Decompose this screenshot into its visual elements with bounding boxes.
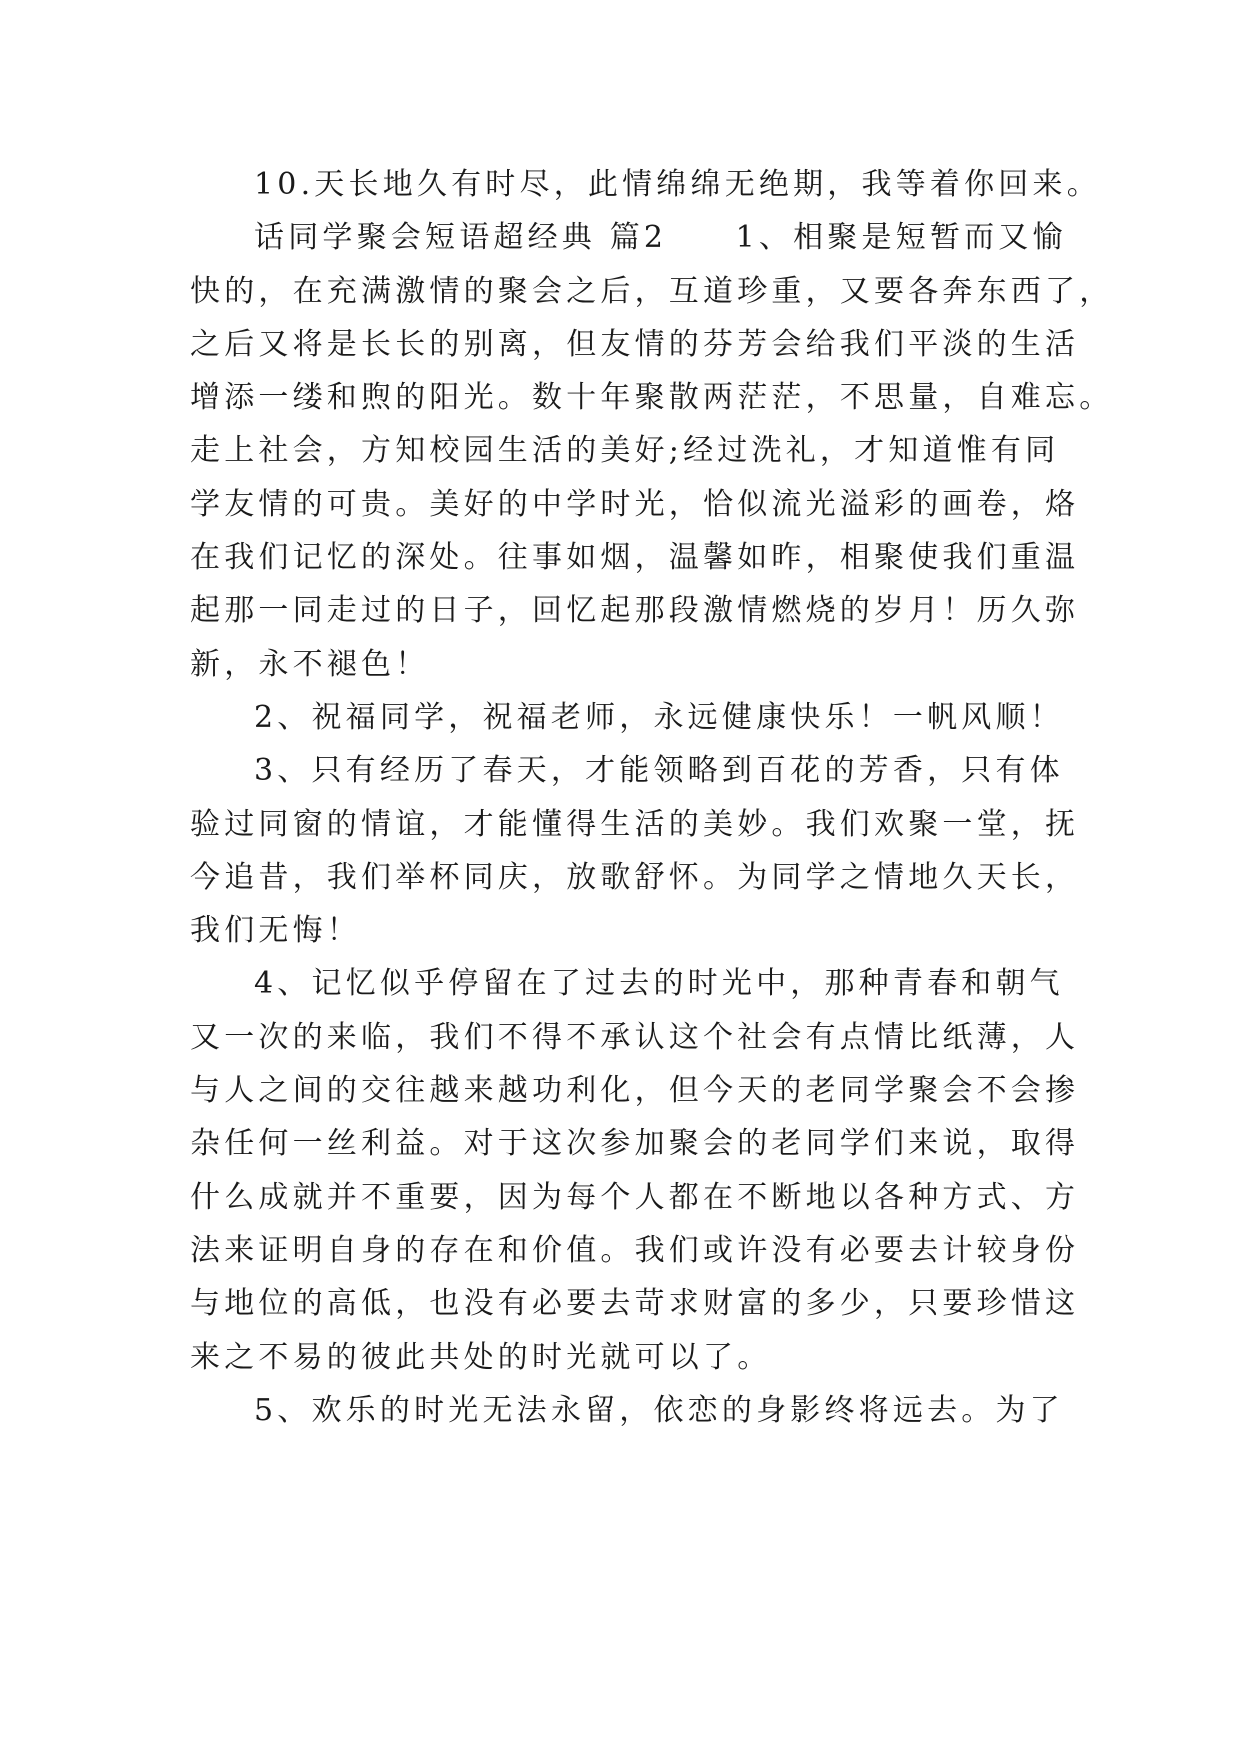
document-body (190, 158, 1114, 1437)
text-line: 与地位的高低，也没有必要去苛求财富的多少，只要珍惜这 (190, 1286, 1080, 1322)
text-line: 新，永不褪色！ (190, 646, 430, 682)
text-line: 之后又将是长长的别离，但友情的芬芳会给我们平淡的生活 (190, 326, 1080, 362)
text-line: 今追昔，我们举杯同庆，放歌舒怀。为同学之情地久天长， (190, 859, 1080, 895)
text-line: 又一次的来临，我们不得不承认这个社会有点情比纸薄，人 (190, 1019, 1080, 1055)
text-line: 学友情的可贵。美好的中学时光，恰似流光溢彩的画卷，烙 (190, 486, 1080, 522)
text-line: 杂任何一丝利益。对于这次参加聚会的老同学们来说，取得 (190, 1126, 1080, 1162)
text-line: 增添一缕和煦的阳光。数十年聚散两茫茫，不思量，自难忘。 (190, 380, 1114, 416)
text-line: 快的，在充满激情的聚会之后，互道珍重，又要各奔东西了， (190, 273, 1114, 309)
text-line: 5、欢乐的时光无法永留，依恋的身影终将远去。为了 (254, 1392, 1064, 1428)
text-line: 2、祝福同学，祝福老师，永远健康快乐！一帆风顺！ (254, 699, 1064, 735)
text-line: 法来证明自身的存在和价值。我们或许没有必要去计较身份 (190, 1232, 1080, 1268)
text-line: 与人之间的交往越来越功利化，但今天的老同学聚会不会掺 (190, 1073, 1080, 1109)
text-line: 10.天长地久有时尽，此情绵绵无绝期，我等着你回来。 (254, 167, 1101, 202)
text-line: 什么成就并不重要，因为每个人都在不断地以各种方式、方 (190, 1179, 1080, 1215)
text-line: 起那一同走过的日子，回忆起那段激情燃烧的岁月！历久弥 (190, 593, 1080, 629)
text-line: 来之不易的彼此共处的时光就可以了。 (190, 1339, 772, 1375)
text-line: 话同学聚会短语超经典 篇2 1、相聚是短暂而又愉 (254, 220, 1067, 256)
text-line: 验过同窗的情谊，才能懂得生活的美妙。我们欢聚一堂，抚 (190, 806, 1080, 842)
text-line: 走上社会，方知校园生活的美好;经过洗礼，才知道惟有同 (190, 433, 1060, 469)
text-line: 3、只有经历了春天，才能领略到百花的芳香，只有体 (254, 753, 1064, 789)
text-line: 4、记忆似乎停留在了过去的时光中，那种青春和朝气 (254, 966, 1064, 1002)
text-line: 在我们记忆的深处。往事如烟，温馨如昨，相聚使我们重温 (190, 540, 1080, 576)
text-line: 我们无悔！ (190, 913, 361, 949)
